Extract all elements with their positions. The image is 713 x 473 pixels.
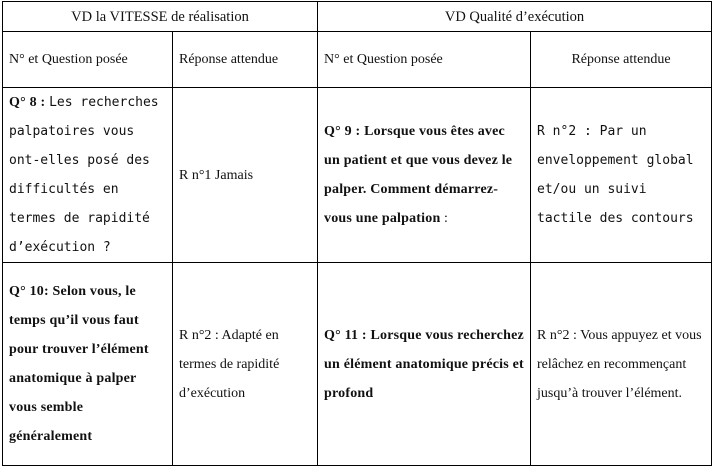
answer-cell: R n°1 Jamais	[173, 88, 318, 263]
section-quality-header: VD Qualité d’exécution	[318, 2, 712, 32]
header-left-question: N° et Question posée	[3, 32, 173, 88]
question-suffix: :	[440, 211, 448, 226]
answer-cell: R n°2 : Adapté en termes de rapidité d’exécution	[173, 263, 318, 466]
question-cell: Q° 10: Selon vous, le temps qu’il vous faut pour trouver l’élément anatomique à palper vous semble généralement	[3, 263, 173, 466]
table-row	[3, 263, 712, 466]
header-right-question: N° et Question posée	[318, 32, 531, 88]
questionnaire-table	[2, 1, 712, 466]
header-right-answer: Réponse attendue	[531, 32, 712, 88]
section-header-row	[3, 2, 712, 32]
question-cell: Q° 11 : Lorsque vous recherchez un élément anatomique précis et profond	[318, 263, 531, 466]
answer-cell: R n°2 : Vous appuyez et vous relâchez en recommençant jusqu’à trouver l’élément.	[531, 263, 712, 466]
column-header-row	[3, 32, 712, 88]
section-speed-header: VD la VITESSE de réalisation	[3, 2, 318, 32]
table-row	[3, 88, 712, 263]
question-text: Les recherches palpatoires vous ont-elles posé des difficultés en termes de rapidité d’exécution ?	[9, 95, 159, 255]
question-cell	[3, 88, 173, 263]
question-cell	[318, 88, 531, 263]
question-text: Q° 9 : Lorsque vous êtes avec un patient et que vous devez le palper. Comment démarrez-vous une palpation	[324, 124, 513, 226]
header-left-answer: Réponse attendue	[173, 32, 318, 88]
answer-cell: R n°2 : Par un enveloppement global et/ou un suivi tactile des contours	[531, 88, 712, 263]
question-number: Q° 8 :	[9, 95, 50, 110]
